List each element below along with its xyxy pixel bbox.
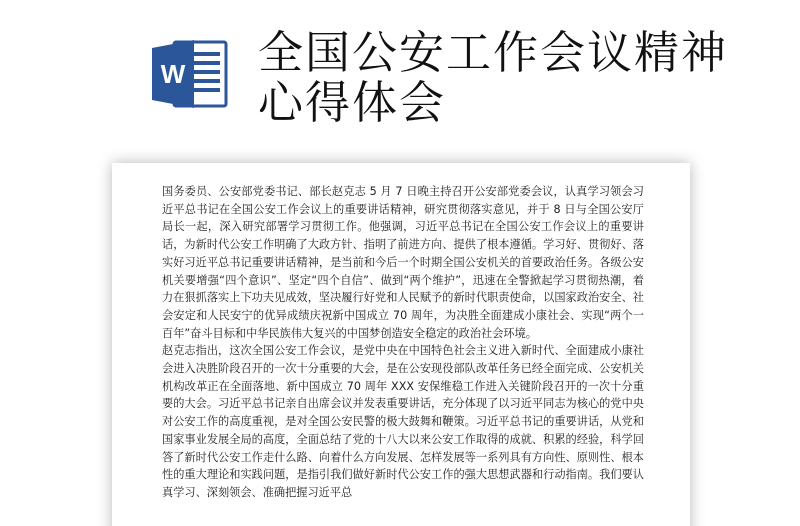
document-title: 全国公安工作会议精神心得体会 — [258, 26, 729, 129]
word-icon-letter: W — [160, 59, 186, 89]
word-icon-line — [192, 88, 220, 92]
paragraph: 赵克志指出，这次全国公安工作会议，是党中央在中国特色社会主义进入新时代、全面建成小康社会进入决胜阶段召开的一次十分重要的大会，是在公安现役部队改革任务已经全面完成、公安机关机构改革正在全面落地、新中国成立 70 周年 XXX 安保维稳工作进入关键阶段召开的一次十分重要的大会。习近平总书记亲自出席会议并发表重要讲话，充分体现了以习近平同志为核心的党中央对公安工作的高度重视，是对全国公安民警的极大鼓舞和鞭策。习近平总书记的重要讲话，从党和国家事业发展全局的高度，全面总结了党的十八大以来公安工作取得的成就、积累的经验，科学回答了新时代公安工作走什么路、向着什么方向发展、怎样发展等一系列具有方向性、原则性、根本性的重大理论和实践问题，是指引我们做好新时代公安工作的强大思想武器和行动指南。我们要认真学习、深刻领会、准确把握习近平总 — [162, 344, 644, 499]
paragraph: 国务委员、公安部党委书记、部长赵克志 5 月 7 日晚主持召开公安部党委会议，认真学习领会习近平总书记在全国公安工作会议上的重要讲话精神，研究贯彻落实意见，并于 8 日与全国公安厅局长一起，深入研究部署学习贯彻工作。他强调，习近平总书记在全国公安工作会议上的重要讲话，为新时代公安工作明确了大政方针、指明了前进方向、提供了根本遵循。学习好、贯彻好、落实好习近平总书记重要讲话精神，是当前和今后一个时期全国公安机关的首要政治任务。各级公安机关要增强“四个意识”、坚定“四个自信”、做到“两个维护”，迅速在全警掀起学习贯彻热潮，着力在狠抓落实上下功夫见成效，坚决履行好党和人民赋予的新时代职责使命，以国家政治安全、社会安定和人民安宁的优异成绩庆祝新中国成立 70 周年，为决胜全面建成小康社会、实现“两个一百年”奋斗目标和中华民族伟大复兴的中国梦创造安全稳定的政治社会环境。 — [162, 185, 644, 340]
document-body — [162, 183, 644, 502]
word-document-icon — [150, 38, 230, 110]
word-icon-line — [192, 70, 220, 74]
document-page — [112, 163, 690, 526]
word-icon-line — [192, 79, 220, 83]
word-icon-line — [192, 52, 220, 56]
word-icon-line — [192, 61, 220, 65]
